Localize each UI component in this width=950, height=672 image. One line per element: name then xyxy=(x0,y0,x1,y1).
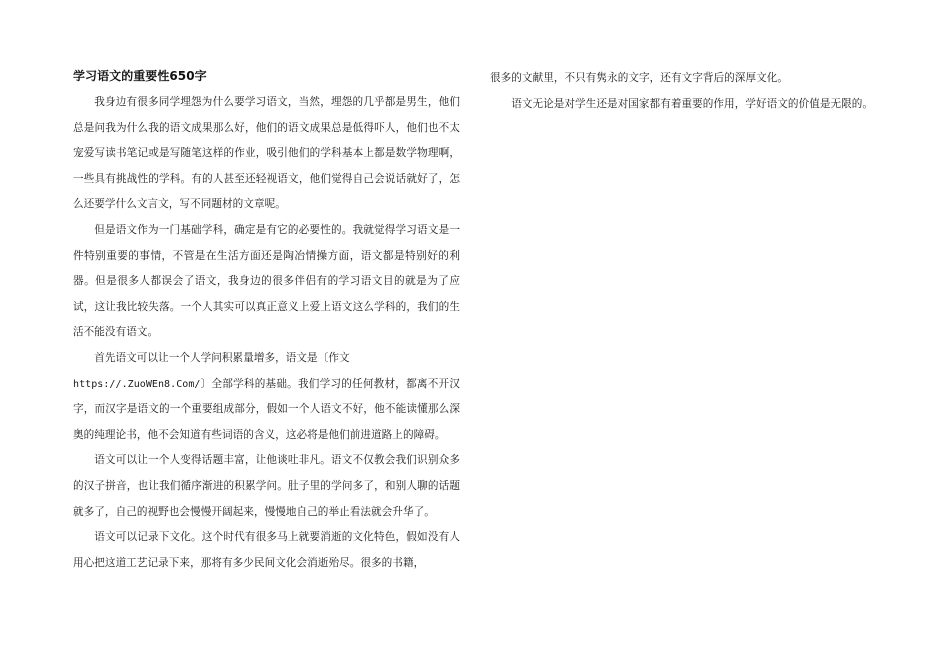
left-column xyxy=(73,66,460,576)
paragraph-3 xyxy=(73,346,460,448)
paragraph-4: 语文可以让一个人变得话题丰富，让他谈吐非凡。语文不仅教会我们识别众多的汉子拼音，也让我们循序渐进的积累学问。肚子里的学问多了，和别人聊的话题就多了，自己的视野也会慢慢开阔起来，慢慢地自己的举止看法就会升华了。 xyxy=(73,454,460,518)
paragraph-5: 语文可以记录下文化。这个时代有很多马上就要消逝的文化特色，假如没有人用心把这道工艺记录下来，那将有多少民间文化会消逝殆尽。很多的书籍， xyxy=(73,531,460,569)
paragraph-2: 但是语文作为一门基础学科，确定是有它的必要性的。我就觉得学习语文是一件特别重要的事情，不管是在生活方面还是陶冶情操方面，语文都是特别好的利器。但是很多人都误会了语文，我身边的很多伴侣有的学习语文目的就是为了应试，这让我比较失落。一个人其实可以真正意义上爱上语文这么学科的，我们的生活不能没有语文。 xyxy=(73,223,460,339)
paragraph-3-end: 〕全部学科的基础。我们学习的任何教材，都离不开汉字，而汉字是语文的一个重要组成部分，假如一个人语文不好，他不能读懂那么深奥的纯理论书，他不会知道有些词语的含义，这必将是他们前进道路上的障碍。 xyxy=(73,377,460,441)
zuowen-url-link[interactable]: https://.ZuoWEn8.Com/ xyxy=(73,378,201,390)
paragraph-5-continued: 很多的文献里，不只有隽永的文字，还有文字背后的深厚文化。 xyxy=(490,72,789,84)
paragraph-3-start: 首先语文可以让一个人学问积累量增多，语文是〔作文 xyxy=(94,351,350,364)
right-column xyxy=(490,66,885,117)
paragraph-1: 我身边有很多同学埋怨为什么要学习语文，当然，埋怨的几乎都是男生，他们总是问我为什么我的语文成果那么好，他们的语文成果总是低得吓人，他们也不太宠爱写读书笔记或是写随笔这样的作业，吸引他们的学科基本上都是数学物理啊，一些具有挑战性的学科。有的人甚至还轻视语文，他们觉得自己会说话就好了，怎么还要学什么文言文，写不同题材的文章呢。 xyxy=(73,96,460,211)
paragraph-6: 语文无论是对学生还是对国家都有着重要的作用，学好语文的价值是无限的。 xyxy=(511,97,874,110)
document-title: 学习语文的重要性650字 xyxy=(73,69,207,83)
